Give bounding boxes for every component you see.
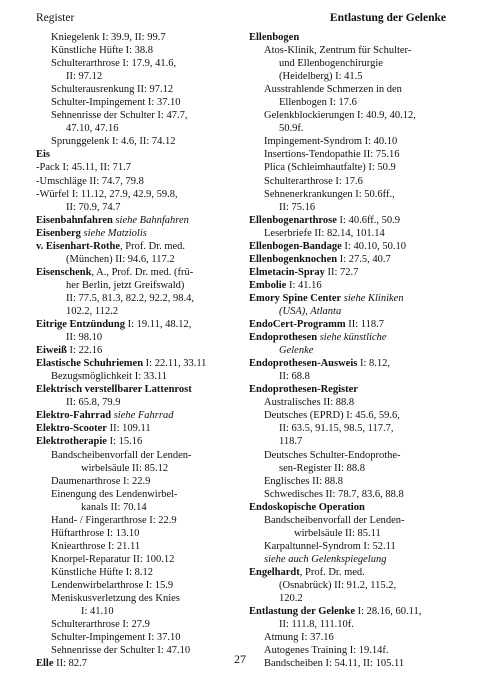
entry-text: II: 77.5, 81.3, 82.2, 92.2, 98.4, [66, 292, 195, 304]
index-entry [36, 188, 240, 201]
index-entry [36, 227, 240, 240]
index-entry [249, 240, 449, 253]
index-entry [249, 253, 449, 266]
entry-text: Bandscheiben I: 54.11, II: 105.11 [264, 658, 405, 670]
entry-term: Ellenbogenknochen [249, 253, 338, 265]
entry-text: Deutsches Schulter-Endoprothe- [264, 449, 401, 461]
index-subentry [36, 631, 240, 644]
entry-text: II: 97.12 [66, 71, 103, 83]
index-entry [249, 501, 449, 514]
index-subentry [36, 135, 240, 148]
entry-text: Englisches II: 88.8 [264, 475, 344, 487]
entry-text: (Heidelberg) I: 41.5 [279, 71, 363, 83]
entry-text: Sprunggelenk I: 4.6, II: 74.12 [51, 136, 176, 148]
entry-text: II: 98.10 [66, 332, 103, 344]
entry-term: Elmetacin-Spray [249, 266, 325, 278]
entry-text: I: 41.10 [81, 606, 114, 618]
entry-text: Schulterarthrose I: 27.9 [51, 619, 150, 631]
entry-text: Schwedisches II: 78.7, 83.6, 88.8 [264, 488, 404, 500]
entry-text: Gelenkblockierungen I: 40.9, 40.12, [264, 110, 416, 122]
index-entry [36, 175, 240, 188]
index-column-left [36, 31, 240, 670]
index-subentry [249, 175, 449, 188]
index-entry [249, 357, 449, 370]
index-subentry [36, 370, 240, 383]
index-subentry [249, 631, 449, 644]
entry-term: Ellenbogen [249, 32, 300, 43]
index-subentry [36, 305, 240, 318]
cross-reference: (USA), Atlanta [279, 305, 342, 317]
index-subentry [36, 96, 240, 109]
index-subentry [36, 449, 240, 462]
index-subentry [249, 44, 449, 57]
entry-text: II: 82.7 [53, 658, 88, 670]
index-subentry [36, 70, 240, 83]
entry-text: II: 72.7 [324, 266, 359, 278]
entry-text: , A., Prof. Dr. med. (frü- [91, 266, 194, 278]
index-subentry [36, 579, 240, 592]
entry-term: v. Eisenhart-Rothe [36, 240, 120, 252]
index-entry [249, 214, 449, 227]
index-subentry [36, 83, 240, 96]
header-section-title: Register [36, 12, 75, 24]
index-subentry [36, 462, 240, 475]
entry-text: Insertions-Tendopathie II: 75.16 [264, 149, 400, 161]
index-subentry [249, 161, 449, 174]
index-subentry [36, 566, 240, 579]
index-subentry [36, 475, 240, 488]
entry-term: Ellenbogen-Bandage [249, 240, 342, 252]
index-entry [36, 422, 240, 435]
entry-text: und Ellenbogenchirurgie [279, 58, 383, 70]
cross-reference: Gelenke [279, 345, 314, 357]
index-subentry [36, 331, 240, 344]
entry-term: Elektrisch verstellbarer Lattenrost [36, 384, 192, 396]
index-subentry [36, 618, 240, 631]
index-subentry [36, 514, 240, 527]
index-subentry [36, 292, 240, 305]
entry-text: I: 40.10, 50.10 [341, 240, 406, 252]
cross-reference: siehe Fahrrad [111, 410, 174, 422]
entry-term: Entlastung der Gelenke [249, 606, 355, 618]
entry-text: wirbelsäule II: 85.11 [294, 527, 381, 539]
index-subentry [36, 201, 240, 214]
index-subentry [249, 96, 449, 109]
index-subentry [36, 592, 240, 605]
index-subentry [249, 305, 449, 318]
entry-text: I: 28.16, 60.11, [354, 606, 422, 618]
cross-reference: siehe künstliche [317, 332, 387, 344]
entry-text: 120.2 [279, 593, 303, 605]
entry-text: Atos-Klinik, Zentrum für Schulter- [264, 45, 412, 57]
entry-text: I: 19.11, 48.12, [124, 319, 192, 331]
entry-term: Eiweiß [36, 345, 67, 357]
index-subentry [36, 527, 240, 540]
index-subentry [249, 462, 449, 475]
entry-term: Endoskopische Operation [249, 501, 365, 513]
index-entry [249, 383, 449, 396]
entry-term: Elektro-Fahrrad [36, 410, 112, 422]
index-subentry [249, 201, 449, 214]
entry-text: Hand- / Fingerarthrose I: 22.9 [51, 514, 177, 526]
entry-text: sen-Register II: 88.8 [279, 462, 366, 474]
entry-term: Eisenbahnfahren [36, 214, 113, 226]
cross-reference: siehe Bahnfahren [112, 214, 189, 226]
entry-text: Lendenwirbelarthrose I: 15.9 [51, 579, 174, 591]
entry-text: 118.7 [279, 436, 303, 448]
index-subentry [36, 44, 240, 57]
index-entry [249, 566, 449, 579]
entry-text: Kniearthrose I: 21.11 [51, 540, 141, 552]
index-entry [36, 214, 240, 227]
entry-text: Sehnenerkrankungen I: 50.6ff., [264, 188, 395, 200]
index-subentry [249, 618, 449, 631]
index-entry [36, 344, 240, 357]
index-entry [249, 292, 449, 305]
entry-text: Knorpel-Reparatur II: 100.12 [51, 553, 175, 565]
index-subentry [36, 31, 240, 44]
index-subentry [249, 370, 449, 383]
index-subentry [249, 514, 449, 527]
entry-text: Schulterarthrose I: 17.6 [264, 175, 363, 187]
entry-term: Elektro-Scooter [36, 423, 107, 435]
entry-text: Schulter-Impingement I: 37.10 [51, 97, 181, 109]
entry-text: , Prof. Dr. med. [299, 566, 365, 578]
entry-text: Künstliche Hüfte I: 38.8 [51, 45, 154, 57]
index-subentry [249, 540, 449, 553]
entry-text: 50.9f. [279, 123, 304, 135]
entry-term: Elektrotherapie [36, 436, 107, 448]
entry-text: Sehnenrisse der Schulter I: 47.10 [51, 645, 191, 657]
entry-term: Embolie [249, 279, 287, 291]
entry-term: Ellenbogenarthrose [249, 214, 337, 226]
entry-text: Meniskusverletzung des Knies [51, 593, 180, 605]
entry-text: Australisches II: 88.8 [264, 397, 355, 409]
index-subentry [249, 188, 449, 201]
entry-term: Eis [36, 149, 51, 161]
index-entry [36, 266, 240, 279]
entry-text: II: 70.9, 74.7 [66, 201, 121, 213]
entry-text: II: 65.8, 79.9 [66, 397, 121, 409]
entry-term: Endoprothesen [249, 332, 318, 344]
entry-text: 47.10, 47.16 [66, 123, 119, 135]
index-subentry [36, 109, 240, 122]
index-subentry [249, 57, 449, 70]
cross-reference: siehe Matziolis [80, 227, 147, 239]
entry-text: -Umschläge II: 74.7, 79.8 [36, 175, 144, 187]
entry-text: Schulter-Impingement I: 37.10 [51, 632, 181, 644]
entry-text: kanals II: 70.14 [81, 501, 147, 513]
entry-text: 102.2, 112.2 [66, 305, 119, 317]
entry-text: -Pack I: 45.11, II: 71.7 [36, 162, 131, 174]
index-subentry [36, 501, 240, 514]
index-subentry [249, 579, 449, 592]
index-subentry [249, 422, 449, 435]
running-header [36, 12, 446, 28]
entry-text: Künstliche Hüfte I: 8.12 [51, 566, 154, 578]
entry-term: Elle [36, 658, 54, 670]
entry-term: Endoprothesen-Ausweis [249, 358, 358, 370]
index-entry [36, 409, 240, 422]
entry-text: II: 68.8 [279, 371, 310, 383]
entry-text: II: 75.16 [279, 201, 316, 213]
index-entry [249, 318, 449, 331]
entry-text: (Osnabrück) II: 91.2, 115.2, [279, 579, 397, 591]
entry-text: Plica (Schleimhautfalte) I: 50.9 [264, 162, 396, 174]
entry-text: Deutsches (EPRD) I: 45.6, 59.6, [264, 410, 400, 422]
index-subentry [36, 605, 240, 618]
index-subentry [36, 553, 240, 566]
entry-text: I: 8.12, [357, 358, 390, 370]
index-subentry [249, 553, 449, 566]
index-subentry [249, 475, 449, 488]
index-subentry [36, 488, 240, 501]
index-entry [36, 318, 240, 331]
index-subentry [249, 527, 449, 540]
entry-text: Bandscheibenvorfall der Lenden- [264, 514, 405, 526]
index-subentry [249, 409, 449, 422]
entry-text: Leserbriefe II: 82.14, 101.14 [264, 227, 385, 239]
entry-text: Kniegelenk I: 39.9, II: 99.7 [51, 32, 166, 43]
index-subentry [249, 135, 449, 148]
entry-text: Hüftarthrose I: 13.10 [51, 527, 140, 539]
entry-text: Ausstrahlende Schmerzen in den [264, 84, 402, 96]
entry-text: Bezugsmöglichkeit I: 33.11 [51, 371, 167, 383]
page-number: 27 [234, 652, 246, 666]
entry-text: Schulterarthrose I: 17.9, 41.6, [51, 58, 177, 70]
entry-text: Karpaltunnel-Syndrom I: 52.11 [264, 540, 396, 552]
index-subentry [249, 449, 449, 462]
index-subentry [36, 122, 240, 135]
entry-text: Autogenes Training I: 19.14f. [264, 645, 389, 657]
index-entry [249, 279, 449, 292]
index-subentry [249, 227, 449, 240]
index-subentry [249, 109, 449, 122]
entry-text: Atmung I: 37.16 [264, 632, 334, 644]
entry-text: Ellenbogen I: 17.6 [279, 97, 357, 109]
index-subentry [249, 83, 449, 96]
entry-text: Bandscheibenvorfall der Lenden- [51, 449, 192, 461]
index-entry [36, 161, 240, 174]
entry-term: Elastische Schuhriemen [36, 358, 144, 370]
entry-text: , Prof. Dr. med. [120, 240, 186, 252]
entry-text: I: 15.16 [106, 436, 143, 448]
entry-term: EndoCert-Programm [249, 319, 346, 331]
entry-term: Eisenschenk [36, 266, 92, 278]
index-subentry [249, 396, 449, 409]
index-entry [36, 435, 240, 448]
entry-text: Impingement-Syndrom I: 40.10 [264, 136, 398, 148]
entry-text: -Würfel I: 11.12, 27.9, 42.9, 59.8, [36, 188, 178, 200]
index-entry [36, 148, 240, 161]
entry-term: Emory Spine Center [249, 292, 342, 304]
entry-text: II: 118.7 [345, 319, 385, 331]
entry-term: Eisenberg [36, 227, 81, 239]
entry-text: wirbelsäule II: 85.12 [81, 462, 169, 474]
entry-text: her Berlin, jetzt Greifswald) [66, 279, 185, 291]
entry-text: I: 41.16 [286, 279, 322, 291]
cross-reference: siehe Kliniken [341, 292, 404, 304]
index-entry [36, 383, 240, 396]
header-entry-range: Entlastung der Gelenke [329, 12, 446, 24]
entry-text: II: 63.5, 91.15, 98.5, 117.7, [279, 423, 394, 435]
entry-text: I: 40.6ff., 50.9 [336, 214, 400, 226]
index-subentry [36, 253, 240, 266]
index-entry [249, 605, 449, 618]
index-entry [36, 357, 240, 370]
cross-reference: siehe auch Gelenkspiegelung [264, 553, 387, 565]
index-subentry [249, 70, 449, 83]
index-entry [249, 331, 449, 344]
index-subentry [249, 435, 449, 448]
entry-term: Eitrige Entzündung [36, 319, 125, 331]
index-subentry [249, 148, 449, 161]
entry-text: I: 27.5, 40.7 [337, 253, 391, 265]
entry-text: Sehnenrisse der Schulter I: 47.7, [51, 110, 188, 122]
index-subentry [249, 344, 449, 357]
entry-text: Einengung des Lendenwirbel- [51, 488, 178, 500]
index-subentry [36, 540, 240, 553]
index-entry [249, 31, 449, 44]
entry-term: Endoprothesen-Register [249, 384, 358, 396]
entry-term: Engelhardt [249, 566, 300, 578]
index-subentry [36, 57, 240, 70]
index-column-right [249, 31, 449, 670]
entry-text: Daumenarthrose I: 22.9 [51, 475, 151, 487]
index-entry [249, 266, 449, 279]
entry-text: Schulterausrenkung II: 97.12 [51, 84, 174, 96]
index-subentry [249, 592, 449, 605]
index-subentry [36, 396, 240, 409]
entry-text: II: 109.11 [106, 423, 151, 435]
entry-text: (München) II: 94.6, 117.2 [66, 253, 175, 265]
entry-text: I: 22.11, 33.11 [143, 358, 207, 370]
index-subentry [249, 488, 449, 501]
index-subentry [249, 122, 449, 135]
index-subentry [36, 279, 240, 292]
entry-text: I: 22.16 [66, 345, 103, 357]
index-entry [36, 240, 240, 253]
entry-text: II: 111.8, 111.10f. [279, 619, 354, 631]
